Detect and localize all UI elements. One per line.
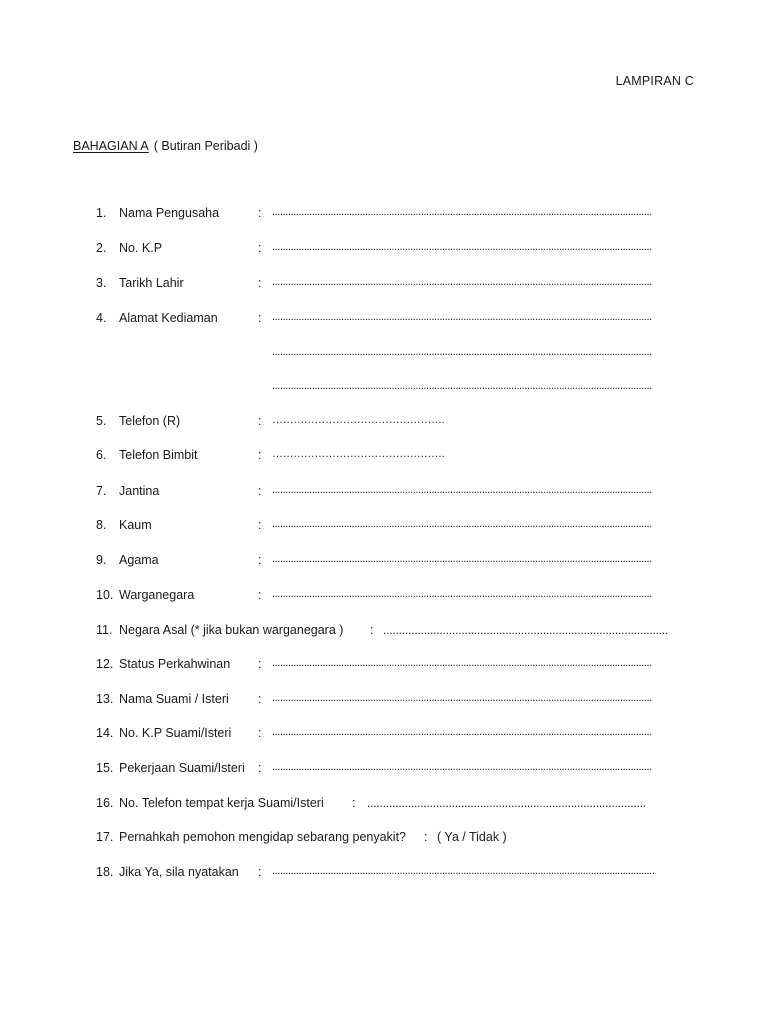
field-number: 9. [96,553,107,567]
field-row-telefon-bimbit [0,446,768,464]
field-colon: : [258,518,262,532]
fill-line[interactable]: ............................................................................................................................................... [272,761,652,773]
field-number: 11. [96,623,113,637]
field-number: 13. [96,692,114,706]
field-colon: : [258,657,262,671]
field-number: 1. [96,206,107,220]
section-subtitle: ( Butiran Peribadi ) [153,139,258,153]
field-label: No. K.P Suami/Isteri [119,726,232,740]
field-label: Jantina [119,484,160,498]
field-colon: : [258,726,262,740]
section-heading [73,139,258,153]
field-row-alamat-line-2 [0,344,768,362]
field-colon: : [258,865,262,879]
field-colon: : [258,553,262,567]
field-label: Telefon (R) [119,414,181,428]
field-colon: : [370,623,374,637]
fill-line[interactable]: ............................................................................................................................................... [272,484,652,496]
field-number: 4. [96,311,107,325]
fill-line[interactable]: ............................................................................................................................................... [272,588,652,600]
field-row-penyakit [0,828,768,846]
field-number: 7. [96,484,107,498]
field-label: Tarikh Lahir [119,276,184,290]
fill-line[interactable]: ............................................................................................................................................... [272,276,652,288]
fill-line[interactable]: ............................................................................................................................................... [272,346,652,358]
field-label: Status Perkahwinan [119,657,231,671]
field-label: No. Telefon tempat kerja Suami/Isteri [119,796,324,810]
field-number: 15. [96,761,114,775]
field-number: 17. [96,830,114,844]
fill-line[interactable]: ............................................................................................................................................... [272,241,652,253]
fill-line[interactable]: ........................................................................................... [383,623,669,637]
field-colon: : [258,206,262,220]
field-number: 8. [96,518,107,532]
fill-line[interactable]: ............................................................................................................................................... [272,553,652,565]
field-label: Negara Asal (* jika bukan warganegara ) [119,623,344,637]
field-colon: : [258,588,262,602]
field-number: 16. [96,796,114,810]
fill-line[interactable]: ............................................................................................................................................... [272,657,652,669]
fill-line[interactable]: …………………………………………. [272,414,445,426]
field-label: Agama [119,553,159,567]
field-label: Warganegara [119,588,195,602]
field-row-warganegara [0,586,768,604]
field-colon: : [258,414,262,428]
field-number: 2. [96,241,107,255]
field-label: Alamat Kediaman [119,311,218,325]
field-row-alamat-line-3 [0,378,768,396]
field-colon: : [258,448,262,462]
field-row-agama [0,551,768,569]
field-label: Pernahkah pemohon mengidap sebarang penyakit? [119,830,407,844]
section-title: BAHAGIAN A [73,139,149,153]
field-label: Nama Suami / Isteri [119,692,229,706]
field-label: Jika Ya, sila nyatakan [119,865,239,879]
fill-line[interactable]: ............................................................................................................................................... [272,692,652,704]
field-row-no-kp-suami-isteri [0,724,768,742]
field-colon: : [352,796,356,810]
field-row-kaum [0,516,768,534]
field-number: 14. [96,726,114,740]
field-row-nama-pengusaha [0,204,768,222]
attachment-label: LAMPIRAN C [615,74,694,88]
field-number: 5. [96,414,107,428]
field-row-alamat-kediaman [0,309,768,327]
field-row-status-perkahwinan [0,655,768,673]
field-row-telefon-kerja-suami-isteri [0,794,768,812]
field-row-telefon-r [0,412,768,430]
field-colon: : [258,692,262,706]
field-label: Pekerjaan Suami/Isteri [119,761,245,775]
field-label: Nama Pengusaha [119,206,220,220]
field-row-tarikh-lahir [0,274,768,292]
yes-no-option[interactable]: ( Ya / Tidak ) [437,830,507,844]
field-row-nama-suami-isteri [0,690,768,708]
field-row-pekerjaan-suami-isteri [0,759,768,777]
fill-line[interactable]: ............................................................................................................................................... [272,726,652,738]
fill-line[interactable]: …………………………………………. [272,448,445,460]
fill-line[interactable]: ............................................................................................................................................... [272,206,652,218]
field-row-negara-asal [0,621,768,639]
fill-line[interactable]: ............................................................................................................................................... [272,380,652,392]
field-row-jantina [0,482,768,500]
field-colon: : [258,311,262,325]
field-number: 3. [96,276,107,290]
fill-line[interactable]: ............................................................................................................................................... [272,518,652,530]
field-number: 18. [96,865,114,879]
field-number: 6. [96,448,107,462]
fill-line[interactable]: ................................................................................................................................................ [272,865,655,877]
field-colon: : [258,276,262,290]
fill-line[interactable]: ......................................................................................... [367,796,646,810]
fill-line[interactable]: ............................................................................................................................................... [272,311,652,323]
field-colon: : [258,241,262,255]
field-number: 12. [96,657,114,671]
field-row-no-kp [0,239,768,257]
field-label: Kaum [119,518,152,532]
field-colon: : [424,830,428,844]
field-colon: : [258,484,262,498]
field-colon: : [258,761,262,775]
field-number: 10. [96,588,114,602]
field-row-jika-ya [0,863,768,881]
field-label: No. K.P [119,241,163,255]
field-label: Telefon Bimbit [119,448,198,462]
